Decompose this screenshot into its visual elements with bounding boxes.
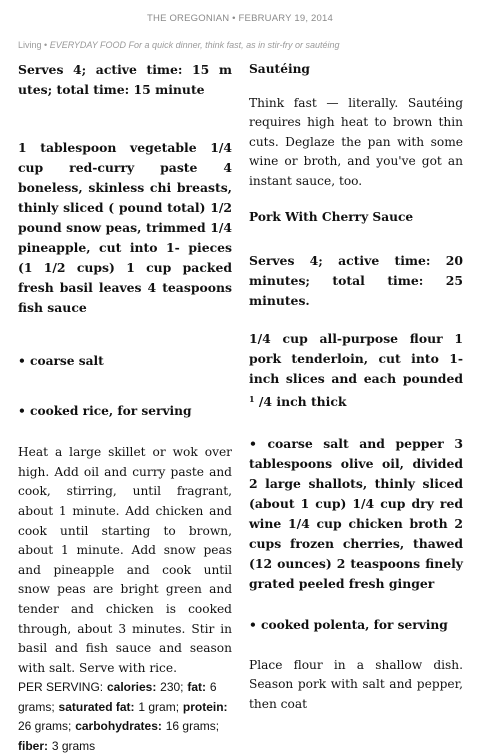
nutrition-info: PER SERVING: calories: 230; fat: 6 grams; saturated fat: 1 gram; protein: 26 grams; carbohydrates: 16 grams; fiber: 3 grams	[18, 680, 228, 753]
right-intro: Think fast — literally. Sautéing requires high heat to brown thin cuts. Deglaze the pan with some wine or broth, and you've got an instant sauce, too.	[249, 95, 463, 188]
left-column	[18, 60, 232, 756]
left-directions: Heat a large skillet or wok over high. Add oil and curry paste and cook, stirring, until fragrant, about 1 minute. Add chicken and cook until starting to brown, about 1 minute. Add snow peas and pineapple and cook until snow peas are bright green and tender and chicken is cooked through, about 3 minutes. Stir in basil and fish sauce and season with salt. Serve with rice.	[18, 445, 232, 675]
breadcrumb-kicker: EVERYDAY FOOD For a quick dinner, think fast, as in stir-fry or sautéing	[49, 40, 340, 50]
breadcrumb-section[interactable]: Living	[18, 40, 42, 50]
right-column	[249, 60, 463, 715]
left-salt: • coarse salt	[18, 354, 104, 368]
breadcrumb-separator: •	[44, 40, 48, 50]
right-ingredients-2: • coarse salt and pepper 3 tablespoons olive oil, divided 2 large shallots, thinly sliced (about 1 cup) 1/4 cup dry red wine 1/4 cup chicken broth 2 cups frozen cherries, thawed (12 ounces) 2 teaspoons finely grated peeled fresh ginger	[249, 436, 463, 592]
left-rice: • cooked rice, for serving	[18, 403, 192, 418]
right-heading: Sautéing	[249, 62, 310, 76]
left-ingredients: 1 tablespoon vegetable 1/4 cup red-curry paste 4 boneless, skinless chi breasts, thinly sliced ( pound total) 1/2 pound snow peas, trimmed 1/4 pineapple, cut into 1- pieces (1 1/2 cups) 1 cup packed fresh basil leaves 4 teaspoons fish sauce	[18, 140, 232, 315]
breadcrumb	[18, 40, 468, 50]
right-serves: Serves 4; active time: 20 minutes; total time: 25 minutes.	[249, 253, 463, 309]
right-ingredients-1: 1/4 cup all-purpose flour 1 pork tenderloin, cut into 1-inch slices and each pounded $^1$ /4 inch thick	[249, 331, 463, 410]
masthead: THE OREGONIAN • FEBRUARY 19, 2014	[147, 13, 333, 24]
right-directions: Place flour in a shallow dish. Season pork with salt and pepper, then coat	[249, 657, 463, 711]
recipe-title: Pork With Cherry Sauce	[249, 209, 414, 224]
right-polenta: • cooked polenta, for serving	[249, 618, 448, 633]
left-serves: Serves 4; active time: 15 m utes; total time: 15 minute	[18, 62, 232, 97]
